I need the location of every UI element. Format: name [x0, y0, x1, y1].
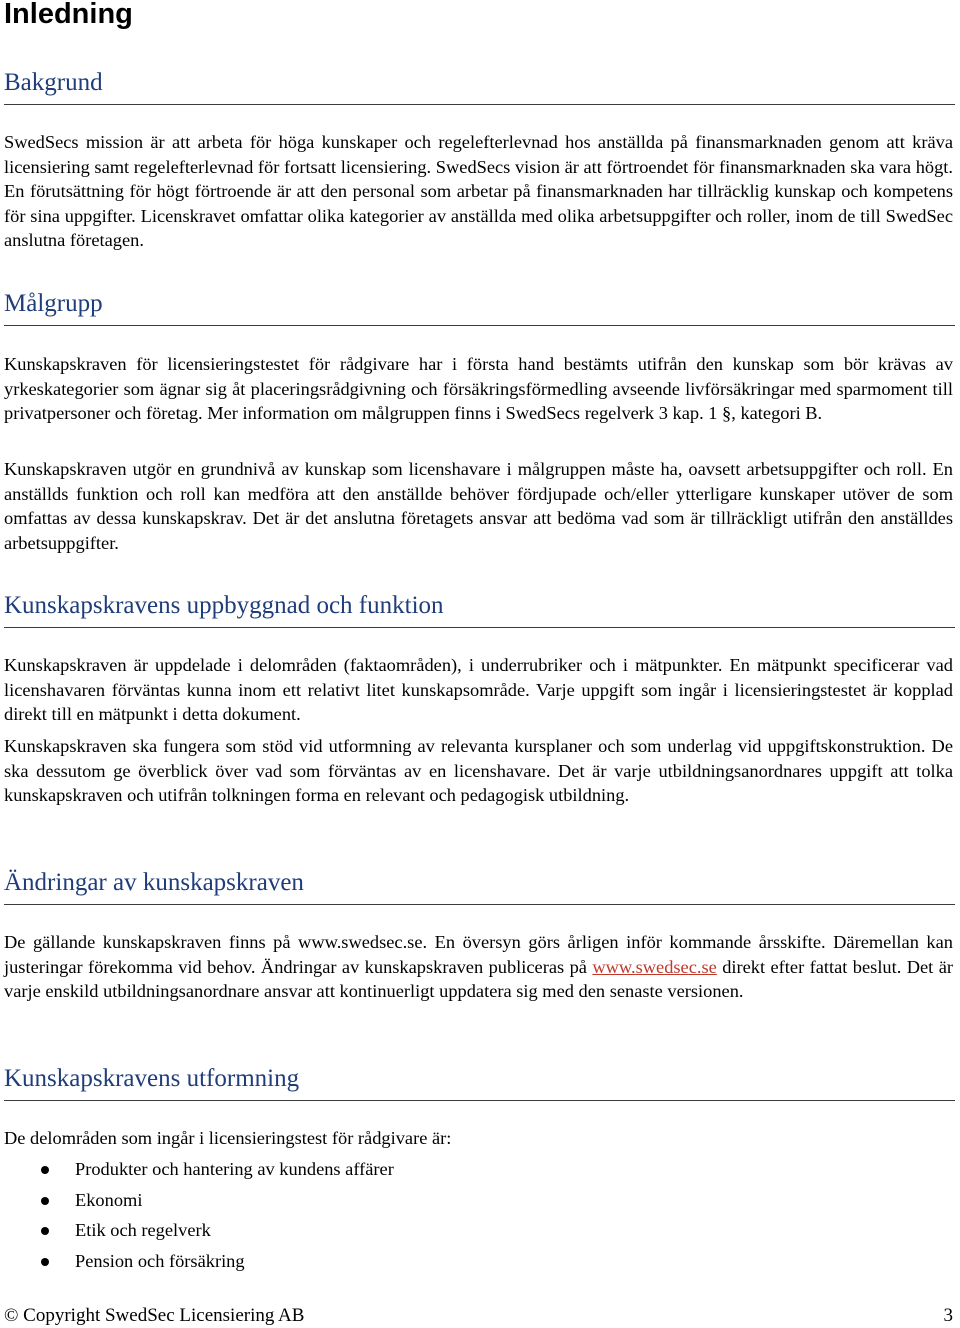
paragraph-andringar-part-a: De gällande kunskapskraven finns på www.swedsec.se. En översyn görs årligen inför kommande årsskifte. Däremellan kan justeringar förekomma vid behov. Ändringar av kunskapskraven publiceras på — [4, 932, 953, 977]
list-item: Produkter och hantering av kundens affärer — [4, 1154, 394, 1185]
heading-bakgrund: Bakgrund — [4, 68, 955, 105]
heading-andringar: Ändringar av kunskapskraven — [4, 868, 955, 905]
paragraph-malgrupp-2: Kunskapskraven utgör en grundnivå av kunskap som licenshavare i målgruppen måste ha, oavsett arbetsuppgifter och roll. En anställds funktion och roll kan medföra att den anställde behöver fördjupade och/eller ytterligare kunskaper utöver de som omfattas av dessa kunskapskrav. Det är det anslutna företagets ansvar att bedöma vad som är tillräckligt utifrån den anställdes arbetsuppgifter. — [4, 459, 953, 553]
bullet-icon — [41, 1227, 49, 1235]
page-title: Inledning — [4, 0, 133, 30]
paragraph-andringar-part-b: direkt efter fattat beslut. Det är varje enskild utbildningsanordnare ansvar att kontinuerligt uppdatera sig med den senaste versionen. — [4, 956, 953, 1001]
bullet-icon — [41, 1166, 49, 1174]
list-item: Ekonomi — [4, 1185, 394, 1216]
swedsec-link[interactable]: www.swedsec.se — [592, 956, 717, 977]
paragraph-andringar — [4, 930, 953, 1004]
list-item: Etik och regelverk — [4, 1215, 394, 1246]
paragraph-malgrupp-1: Kunskapskraven för licensieringstestet för rådgivare har i första hand bestämts utifrån den kunskap som bör krävas av yrkeskategorier som ägnar sig åt placeringsrådgivning och försäkringsförmedling avseende livförsäkringar med sparmoment till privatpersoner och företag. Mer information om målgruppen finns i SwedSecs regelverk 3 kap. 1 §, kategori B. — [4, 354, 953, 423]
bullet-icon — [41, 1258, 49, 1266]
heading-utformning: Kunskapskravens utformning — [4, 1064, 955, 1101]
page-number: 3 — [943, 1305, 953, 1326]
paragraph-bakgrund: SwedSecs mission är att arbeta för höga kunskaper och regelefterlevnad hos anställda på finansmarknaden genom att kräva licensiering samt regelefterlevnad för fortsatt licensiering. SwedSecs vision är att förtroendet för finansmarknaden ska vara högt. En förutsättning för högt förtroende är att den personal som arbetar på finansmarknaden har tillräcklig kunskap och kompetens för sina uppgifter. Licenskravet omfattar olika kategorier av anställda med olika arbetsuppgifter och roller, inom de till SwedSec anslutna företagen. — [4, 132, 953, 250]
paragraph-uppbyggnad-2: Kunskapskraven ska fungera som stöd vid utformning av relevanta kursplaner och som underlag vid uppgiftskonstruktion. De ska dessutom ge överblick över vad som förväntas av en licenshavare. Det är varje utbildningsanordnares uppgift att tolka kunskapskraven och utifrån tolkningen forma en relevant och pedagogisk utbildning. — [4, 736, 953, 805]
subject-area-list — [4, 1154, 394, 1276]
copyright-text: © Copyright SwedSec Licensiering AB — [4, 1305, 305, 1326]
paragraph-utformning-intro: De delområden som ingår i licensieringstest för rådgivare är: — [4, 1128, 452, 1148]
bullet-icon — [41, 1197, 49, 1205]
heading-uppbyggnad: Kunskapskravens uppbyggnad och funktion — [4, 591, 955, 628]
paragraph-uppbyggnad-1: Kunskapskraven är uppdelade i delområden (faktaområden), i underrubriker och i mätpunkter. En mätpunkt specificerar vad licenshavaren förväntas kunna inom ett relativt litet kunskapsområde. Varje uppgift som ingår i licensieringstestet är kopplad direkt till en mätpunkt i detta dokument. — [4, 655, 953, 724]
heading-malgrupp: Målgrupp — [4, 289, 955, 326]
list-item: Pension och försäkring — [4, 1246, 394, 1277]
